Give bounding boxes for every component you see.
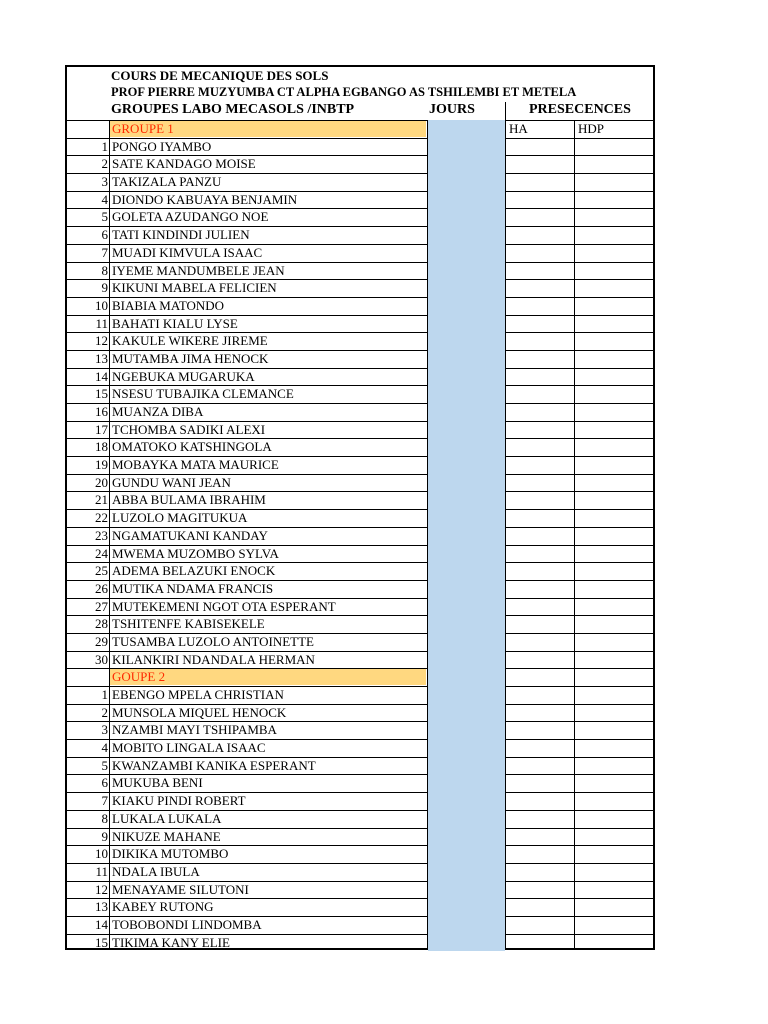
student-name: KWANZAMBI KANIKA ESPERANT [112,757,316,773]
table-row [67,934,653,952]
row-number: 22 [95,510,108,526]
table-row [67,774,653,792]
table-row [67,615,653,633]
table-row [67,881,653,899]
table-row [67,438,653,456]
jours-cell[interactable] [428,863,505,881]
ha-cell[interactable] [506,280,574,297]
hdp-cell[interactable] [575,528,653,545]
jours-cell[interactable] [428,934,505,952]
jours-cell[interactable] [428,350,505,368]
ha-cell[interactable] [506,846,574,863]
row-number: 24 [95,545,108,561]
table-row [67,403,653,421]
row-number: 2 [101,704,108,720]
jours-cell[interactable] [428,757,505,775]
hdp-cell[interactable] [575,546,653,563]
student-name: TATI KINDINDI JULIEN [112,227,250,243]
ha-cell[interactable] [506,616,574,633]
ha-cell[interactable] [506,935,574,952]
table-row [67,580,653,598]
ha-cell[interactable] [506,758,574,775]
row-number: 5 [101,757,108,773]
hdp-cell[interactable] [575,192,653,209]
student-name: LUZOLO MAGITUKUA [112,510,248,526]
jours-cell[interactable] [428,385,505,403]
hdp-cell[interactable] [575,722,653,739]
ha-cell[interactable] [506,139,574,156]
student-name: TAKIZALA PANZU [112,174,222,190]
hdp-column-header: HDP [578,121,605,136]
hdp-cell[interactable] [575,652,653,669]
ha-cell[interactable] [506,864,574,881]
staff-line: PROF PIERRE MUZYUMBA CT ALPHA EGBANGO AS TSHILEMBI ET METELA [111,85,577,99]
student-name: TIKIMA KANY ELIE [112,934,230,950]
row-number: 11 [95,863,108,879]
hdp-cell[interactable] [575,386,653,403]
row-number: 1 [101,687,108,702]
row-number: 9 [101,280,108,296]
hdp-cell[interactable] [575,510,653,527]
ha-column-header: HA [509,121,528,136]
table-row [67,208,653,226]
table-row [67,598,653,616]
student-name: TUSAMBA LUZOLO ANTOINETTE [112,633,314,649]
ha-cell[interactable] [506,156,574,173]
ha-cell[interactable] [506,829,574,846]
student-name: MWEMA MUZOMBO SYLVA [112,545,279,561]
row-number: 16 [95,404,108,419]
jours-cell[interactable] [428,792,505,810]
row-number: 3 [101,174,108,190]
jours-cell[interactable] [428,155,505,173]
jours-cell[interactable] [428,774,505,792]
row-number: 7 [101,244,108,260]
row-number: 10 [95,297,108,313]
course-title: COURS DE MECANIQUE DES SOLS [111,68,329,83]
table-row [67,545,653,563]
hdp-cell[interactable] [575,616,653,633]
jours-cell[interactable] [428,421,505,439]
student-name: GOLETA AZUDANGO NOE [112,209,269,225]
ha-cell[interactable] [506,599,574,616]
jours-cell[interactable] [428,686,505,704]
student-name: MOBITO LINGALA ISAAC [112,740,266,756]
hdp-cell[interactable] [575,351,653,368]
hdp-cell[interactable] [575,563,653,580]
row-number: 9 [101,828,108,844]
hdp-cell[interactable] [575,439,653,456]
jours-cell[interactable] [428,332,505,350]
row-number: 15 [95,386,108,402]
table-row [67,739,653,757]
table-row [67,173,653,191]
hdp-cell[interactable] [575,245,653,262]
group-header-row [67,120,653,138]
hdp-cell[interactable] [575,457,653,474]
table-row [67,297,653,315]
jours-cell[interactable] [428,810,505,828]
ha-cell[interactable] [506,174,574,191]
jours-cell[interactable] [428,138,505,156]
table-row [67,527,653,545]
group-label: GROUPE 1 [110,121,426,137]
table-row [67,474,653,492]
jours-cell[interactable] [428,120,505,138]
table-row [67,898,653,916]
jours-cell[interactable] [428,651,505,669]
hdp-cell[interactable] [575,687,653,704]
ha-cell[interactable] [506,333,574,350]
jours-cell[interactable] [428,615,505,633]
row-number: 29 [95,633,108,649]
ha-cell[interactable] [506,722,574,739]
jours-header: JOURS [429,102,475,117]
student-name: SATE KANDAGO MOISE [112,156,256,172]
jours-cell[interactable] [428,828,505,846]
student-name: LUKALA LUKALA [112,810,222,826]
student-name: KIKUNI MABELA FELICIEN [112,280,277,296]
ha-cell[interactable] [506,634,574,651]
student-name: GUNDU WANI JEAN [112,474,231,490]
hdp-cell[interactable] [575,811,653,828]
ha-cell[interactable] [506,652,574,669]
table-row [67,562,653,580]
group-label: GOUPE 2 [110,669,426,685]
table-row [67,226,653,244]
hdp-cell[interactable] [575,369,653,386]
ha-cell[interactable] [506,404,574,421]
row-number: 18 [95,439,108,455]
jours-cell[interactable] [428,898,505,916]
hdp-cell[interactable] [575,316,653,333]
jours-cell[interactable] [428,315,505,333]
student-name: MENAYAME SILUTONI [112,881,249,897]
hdp-cell[interactable] [575,333,653,350]
row-number: 20 [95,474,108,490]
hdp-cell[interactable] [575,793,653,810]
hdp-cell[interactable] [575,740,653,757]
row-number: 17 [95,421,108,437]
attendance-sheet [65,65,655,950]
table-row [67,385,653,403]
table-row [67,244,653,262]
jours-cell[interactable] [428,244,505,262]
jours-cell[interactable] [428,474,505,492]
table-row [67,845,653,863]
header-divider [505,102,506,120]
jours-cell[interactable] [428,279,505,297]
student-name: NZAMBI MAYI TSHIPAMBA [112,722,277,738]
ha-cell[interactable] [506,351,574,368]
col-line-name [427,120,428,948]
row-number: 8 [101,262,108,278]
row-number: 23 [95,527,108,543]
jours-cell[interactable] [428,173,505,191]
jours-cell[interactable] [428,368,505,386]
hdp-cell[interactable] [575,829,653,846]
student-name: MUTIKA NDAMA FRANCIS [112,580,274,596]
hdp-cell[interactable] [575,864,653,881]
table-row [67,332,653,350]
row-number: 12 [95,881,108,897]
ha-cell[interactable] [506,209,574,226]
jours-cell[interactable] [428,456,505,474]
table-row [67,916,653,934]
student-name: DIKIKA MUTOMBO [112,846,229,862]
jours-cell[interactable] [428,562,505,580]
jours-cell[interactable] [428,262,505,280]
row-number: 13 [95,350,108,366]
ha-cell[interactable] [506,705,574,722]
jours-cell[interactable] [428,545,505,563]
row-number: 27 [95,598,108,614]
ha-cell[interactable] [506,263,574,280]
hdp-cell[interactable] [575,935,653,952]
row-number: 14 [95,368,108,384]
ha-cell[interactable] [506,775,574,792]
student-name: NDALA IBULA [112,863,200,879]
student-name: MUADI KIMVULA ISAAC [112,244,263,260]
ha-cell[interactable] [506,546,574,563]
jours-cell[interactable] [428,633,505,651]
row-number: 30 [95,651,108,667]
table-row [67,315,653,333]
table-row [67,509,653,527]
ha-cell[interactable] [506,882,574,899]
row-number: 4 [101,740,108,756]
hdp-cell[interactable] [575,492,653,509]
jours-cell[interactable] [428,226,505,244]
student-name: ABBA BULAMA IBRAHIM [112,492,266,508]
ha-cell[interactable] [506,669,574,686]
hdp-cell[interactable] [575,705,653,722]
table-row [67,704,653,722]
jours-cell[interactable] [428,509,505,527]
ha-cell[interactable] [506,439,574,456]
hdp-cell[interactable] [575,227,653,244]
row-number: 25 [95,563,108,579]
row-number: 28 [95,616,108,632]
table-row [67,421,653,439]
row-number: 11 [95,315,108,331]
row-number: 2 [101,156,108,172]
ha-cell[interactable] [506,227,574,244]
table-row [67,633,653,651]
hdp-cell[interactable] [575,422,653,439]
row-number: 8 [101,810,108,826]
row-number: 6 [101,227,108,243]
student-name: OMATOKO KATSHINGOLA [112,439,272,455]
ha-cell[interactable] [506,687,574,704]
hdp-cell[interactable] [575,280,653,297]
student-name: NGAMATUKANI KANDAY [112,527,268,543]
table-row [67,138,653,156]
ha-cell[interactable] [506,369,574,386]
row-number: 4 [101,191,108,207]
ha-cell[interactable] [506,740,574,757]
ha-cell[interactable] [506,563,574,580]
hdp-cell[interactable] [575,899,653,916]
jours-cell[interactable] [428,881,505,899]
student-name: NIKUZE MAHANE [112,828,221,844]
col-line-jours [505,120,506,948]
student-name: BAHATI KIALU LYSE [112,315,238,331]
table-row [67,686,653,704]
table-row [67,792,653,810]
student-name: IYEME MANDUMBELE JEAN [112,262,285,278]
student-table [67,120,653,951]
group-header-row [67,668,653,686]
student-name: DIONDO KABUAYA BENJAMIN [112,191,298,207]
jours-cell[interactable] [428,721,505,739]
student-name: MOBAYKA MATA MAURICE [112,457,279,473]
hdp-cell[interactable] [575,758,653,775]
row-number: 7 [101,793,108,809]
hdp-cell[interactable] [575,581,653,598]
ha-cell[interactable] [506,811,574,828]
table-row [67,368,653,386]
ha-cell[interactable] [506,899,574,916]
table-row [67,863,653,881]
row-number: 6 [101,775,108,791]
student-name: MUANZA DIBA [112,404,204,419]
jours-cell[interactable] [428,438,505,456]
ha-cell[interactable] [506,316,574,333]
student-name: BIABIA MATONDO [112,297,225,313]
student-name: TOBOBONDI LINDOMBA [112,916,262,932]
table-row [67,828,653,846]
groups-title: GROUPES LABO MECASOLS /INBTP [111,102,355,117]
col-line-ha [574,120,575,948]
student-name: EBENGO MPELA CHRISTIAN [112,687,284,702]
table-row [67,491,653,509]
jours-cell[interactable] [428,704,505,722]
table-row [67,456,653,474]
row-number: 3 [101,722,108,738]
jours-cell[interactable] [428,668,505,686]
hdp-cell[interactable] [575,174,653,191]
student-name: TSHITENFE KABISEKELE [112,616,265,632]
hdp-cell[interactable] [575,209,653,226]
jours-cell[interactable] [428,598,505,616]
student-name: MUTAMBA JIMA HENOCK [112,350,269,366]
jours-cell[interactable] [428,491,505,509]
hdp-cell[interactable] [575,298,653,315]
student-name: NSESU TUBAJIKA CLEMANCE [112,386,294,402]
hdp-cell[interactable] [575,775,653,792]
ha-cell[interactable] [506,475,574,492]
jours-cell[interactable] [428,739,505,757]
student-name: MUNSOLA MIQUEL HENOCK [112,704,287,720]
table-row [67,279,653,297]
ha-cell[interactable] [506,528,574,545]
row-number: 13 [95,899,108,915]
table-row [67,721,653,739]
presences-header: PRESECENCES [529,102,631,117]
ha-cell[interactable] [506,457,574,474]
ha-cell[interactable] [506,793,574,810]
jours-cell[interactable] [428,580,505,598]
hdp-cell[interactable] [575,475,653,492]
table-row [67,810,653,828]
ha-cell[interactable] [506,492,574,509]
jours-cell[interactable] [428,297,505,315]
hdp-cell[interactable] [575,669,653,686]
row-number: 1 [101,138,108,154]
row-number: 14 [95,916,108,932]
jours-cell[interactable] [428,845,505,863]
row-number: 10 [95,846,108,862]
ha-cell[interactable] [506,581,574,598]
jours-cell[interactable] [428,916,505,934]
row-number: 19 [95,457,108,473]
row-number: 5 [101,209,108,225]
student-name: KILANKIRI NDANDALA HERMAN [112,651,315,667]
hdp-cell[interactable] [575,156,653,173]
ha-cell[interactable] [506,192,574,209]
jours-cell[interactable] [428,403,505,421]
row-number: 26 [95,580,108,596]
table-row [67,651,653,669]
row-number: 15 [95,934,108,950]
hdp-cell[interactable] [575,882,653,899]
table-row [67,155,653,173]
jours-cell[interactable] [428,191,505,209]
row-number: 12 [95,333,108,349]
hdp-cell[interactable] [575,139,653,156]
student-name: MUKUBA BENI [112,775,203,791]
student-name: ADEMA BELAZUKI ENOCK [112,563,276,579]
table-row [67,350,653,368]
hdp-cell[interactable] [575,263,653,280]
table-row [67,757,653,775]
hdp-cell[interactable] [575,404,653,421]
student-name: PONGO IYAMBO [112,138,212,154]
jours-cell[interactable] [428,527,505,545]
hdp-cell[interactable] [575,599,653,616]
row-number: 21 [95,492,108,508]
student-name: MUTEKEMENI NGOT OTA ESPERANT [112,598,336,614]
jours-cell[interactable] [428,208,505,226]
ha-cell[interactable] [506,422,574,439]
hdp-cell[interactable] [575,846,653,863]
student-name: NGEBUKA MUGARUKA [112,368,255,384]
col-line-num [109,120,110,948]
ha-cell[interactable] [506,245,574,262]
student-name: KAKULE WIKERE JIREME [112,333,268,349]
ha-cell[interactable] [506,298,574,315]
ha-cell[interactable] [506,510,574,527]
table-row [67,262,653,280]
table-row [67,191,653,209]
hdp-cell[interactable] [575,917,653,934]
ha-cell[interactable] [506,917,574,934]
student-name: KABEY RUTONG [112,899,214,915]
student-name: KIAKU PINDI ROBERT [112,793,246,809]
student-name: TCHOMBA SADIKI ALEXI [112,421,266,437]
hdp-cell[interactable] [575,634,653,651]
ha-cell[interactable] [506,386,574,403]
